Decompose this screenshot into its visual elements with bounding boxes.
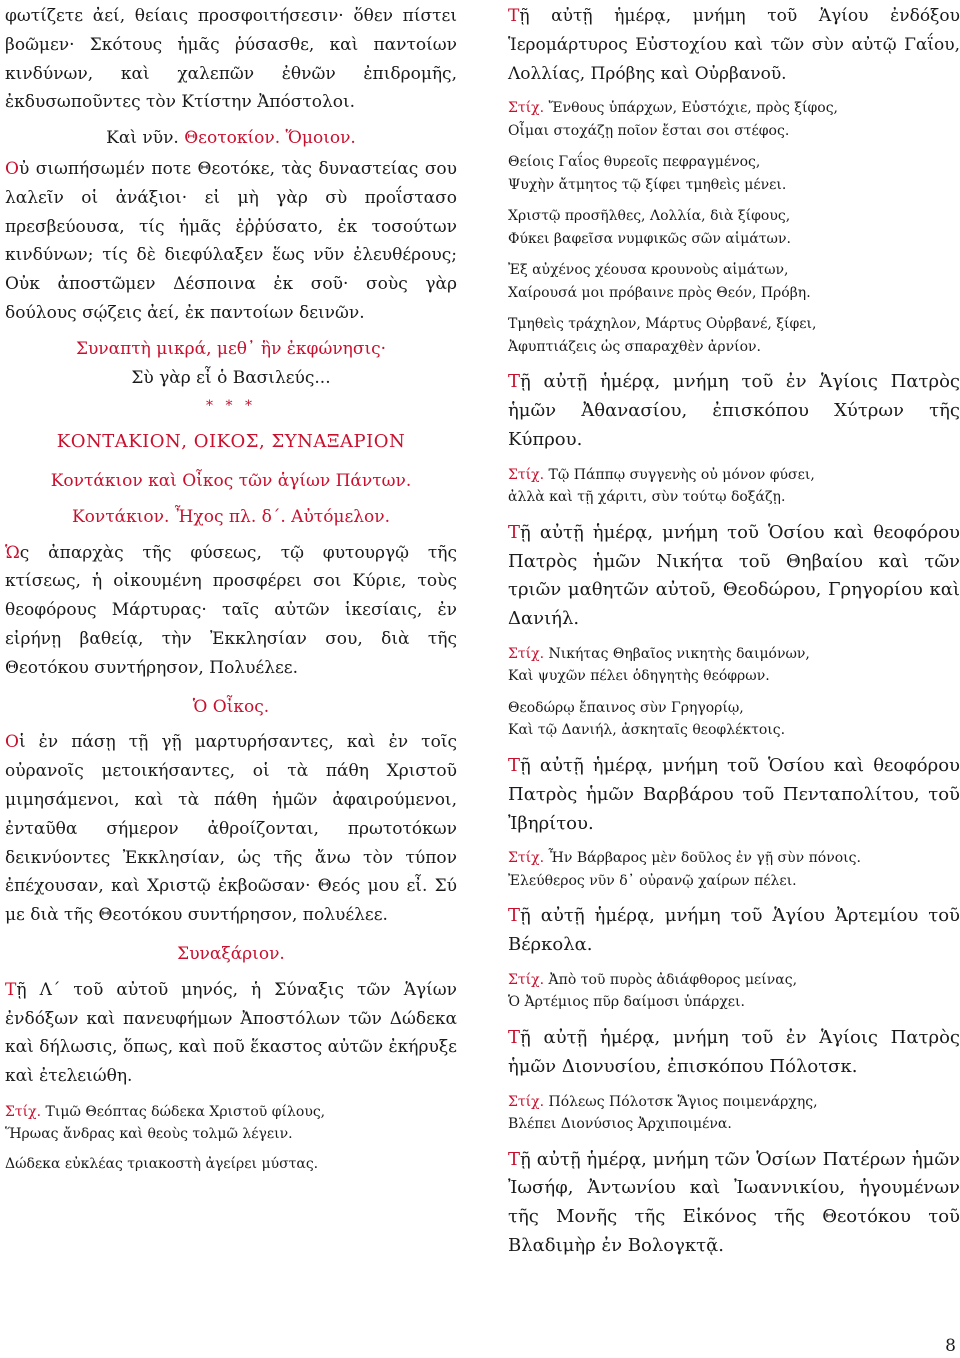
theotokion-text: ὐ σιωπήσωμέν ποτε Θεοτόκε, τὰς δυναστείας σου λαλεῖν οἱ ἀνάξιοι· εἰ μὴ γὰρ σὺ προΐστασο πρεσβεύουσα, τίς ἡμᾶς ἐῤῥύσατο, ἐκ τοσούτων κινδύνων; τίς δὲ διεφύλαξεν ἕως νῦν ἐλευθέρους; Οὐκ ἀποστῶμεν Δέσποινα ἐκ σοῦ· σοὺς γὰρ δούλους σῴζεις ἀεί, ἐκ παντοίων δεινῶν. — [5, 158, 457, 323]
drop-initial: Τ — [508, 521, 521, 543]
verse-text: Χριστῷ προσῆλθες, Λολλία, διὰ ξίφους, — [508, 208, 791, 225]
verse-line: Χαίρουσά μοι πρόβαινε πρὸς Θεόν, Πρόβη. — [508, 284, 811, 301]
verse-line: Ἐλεύθερος νῦν δ᾽ οὐρανῷ χαίρων πέλει. — [508, 872, 797, 889]
verse-line: ἀλλὰ καὶ τῇ χάριτι, σὺν τούτῳ δοξάζῃ. — [508, 489, 786, 506]
drop-initial: Ὡ — [5, 542, 20, 563]
drop-initial: Τ — [508, 1026, 521, 1048]
verse-text: Τιμῶ Θεόπτας δώδεκα Χριστοῦ φίλους, — [41, 1103, 326, 1120]
theotokion-rubric: Θεοτοκίον. Ὅμοιον. — [184, 128, 356, 149]
oikos-text: ἱ ἐν πάσῃ τῇ γῇ μαρτυρήσαντες, καὶ ἐν τοῖς οὐρανοῖς μετοικήσαντες, οἱ τὰ πάθη Χριστοῦ μιμησάμενοι, καὶ τὰ πάθη ἡμῶν ἀφαιρούμενοι, ἐνταῦθα σήμερον ἀθροίζονται, πρωτοτόκων δεικνύοντες Ἐκκλησίαν, ὡς τῆς ἄνω τὸν τύπον ἐπέχουσαν, καὶ Χριστῷ ἐκβοῶσαν· Θεός μου εἶ. Σύ με διὰ τῆς Θεοτόκου συντήρησον, πολυέλεε. — [5, 732, 457, 926]
verse-text: Νικήτας Θηβαῖος νικητὴς δαιμόνων, — [544, 645, 810, 662]
commemoration-paragraph — [508, 902, 960, 960]
oikos-paragraph — [5, 728, 457, 930]
verse-line — [508, 97, 960, 120]
drop-initial: Ο — [5, 158, 19, 179]
oikos-rubric: Ὁ Οἶκος. — [192, 696, 270, 717]
verse-line: Δώδεκα εὐκλέας τριακοστὴ ἀγείρει μύστας. — [5, 1155, 319, 1172]
subheading: Κοντάκιον καὶ Οἶκος τῶν ἁγίων Πάντων. — [50, 470, 412, 491]
synaxarion-text: ῇ Λ΄ τοῦ αὐτοῦ μηνός, ἡ Σύναξις τῶν Ἁγίων ἐνδόξων καὶ πανευφήμων Ἀποστόλων τῶν Δώδεκα καὶ δήλωσις, ὅπως, καὶ ποῦ ἕκαστος αὐτῶν ἐκήρυξε καὶ ἐτελειώθη. — [5, 979, 457, 1087]
verse-line — [508, 1091, 960, 1114]
stich-label: Στίχ. — [508, 466, 545, 483]
verse-line — [508, 847, 960, 870]
verse-line: Φύκει βαφεῖσα νυμφικῶς σῶν αἱμάτων. — [508, 230, 791, 247]
stich-label: Στίχ. — [508, 1093, 545, 1110]
kontakion-rubric: Κοντάκιον. Ἦχος πλ. δ΄. Αὐτόμελον. — [71, 506, 391, 527]
kontakion-text: ς ἀπαρχὰς τῆς φύσεως, τῷ φυτουργῷ τῆς κτίσεως, ἡ οἰκουμένη προσφέρει σοι Κύριε, τοὺς θεοφόρους Μάρτυρας· ταῖς αὐτῶν ἱκεσίαις, ἐν εἰρήνῃ βαθείᾳ, τὴν Ἐκκλησίαν σου, διὰ τῆς Θεοτόκου συντήρησον, Πολυέλεε. — [5, 542, 457, 678]
ekphonesis: Σὺ γὰρ εἶ ὁ Βασιλεύς... — [131, 367, 331, 388]
verse-line — [508, 151, 960, 174]
stich-label: Στίχ. — [508, 971, 545, 988]
separator-stars: * * * — [206, 398, 256, 415]
verse-line: Ψυχὴν ἄτμητος τῷ ξίφει τμηθεὶς μένει. — [508, 176, 787, 193]
right-column — [508, 0, 960, 1261]
commemoration-text: ῇ αὐτῇ ἡμέρᾳ, μνήμη τῶν Ὁσίων Πατέρων ἡμῶν Ἰωσήφ, Ἀντωνίου καὶ Ἰωαννικίου, ἡγουμένων τῆς Μονῆς τῆς Εἰκόνος τῆς Θεοτόκου τοῦ Βλαδιμὴρ ἐν Βολογκτᾷ. — [508, 1148, 960, 1256]
verse-line — [508, 205, 960, 228]
page-number: 8 — [945, 1336, 956, 1356]
commemoration-paragraph — [508, 752, 960, 838]
verse-text: Ἐξ αὐχένος χέουσα κρουνοὺς αἱμάτων, — [508, 262, 789, 279]
verse-text: Ἦν Βάρβαρος μὲν δοῦλος ἐν γῇ σὺν πόνοις. — [544, 850, 861, 867]
commemoration-text: ῇ αὐτῇ ἡμέρᾳ, μνήμη τοῦ Ἁγίου Ἀρτεμίου τοῦ Βέρκολα. — [508, 905, 960, 956]
drop-initial: Τ — [508, 6, 520, 26]
commemoration-text: ῇ αὐτῇ ἡμέρᾳ, μνήμη τοῦ ἐν Ἁγίοις Πατρὸς ἡμῶν Ἀθανασίου, ἐπισκόπου Χύτρων τῆς Κύπρου. — [508, 371, 960, 450]
commemoration-text: ῇ αὐτῇ ἡμέρᾳ, μνήμη τοῦ Ὁσίου καὶ θεοφόρου Πατρὸς ἡμῶν Βαρβάρου τοῦ Πενταπολίτου, τοῦ Ἰβηρίτου. — [508, 754, 960, 834]
verse-line — [508, 969, 960, 992]
drop-initial: Τ — [508, 754, 521, 776]
verse-text: Τμηθεὶς τράχηλον, Μάρτυς Οὐρβανέ, ξίφει, — [508, 316, 817, 333]
commemoration-paragraph — [508, 519, 960, 634]
commemoration-paragraph — [508, 1146, 960, 1261]
stich-label: Στίχ. — [508, 850, 545, 867]
drop-initial: Τ — [508, 371, 521, 393]
stich-label: Στίχ. — [508, 645, 545, 662]
section-heading: ΚΟΝΤΑΚΙΟΝ, ΟΙΚΟΣ, ΣΥΝΑΞΑΡΙΟΝ — [56, 431, 406, 453]
verse-text: Πόλεως Πόλοτσκ Ἅγιος ποιμενάρχης, — [544, 1093, 818, 1110]
synaxarion-paragraph — [5, 976, 457, 1091]
drop-initial: Τ — [508, 905, 521, 927]
verse-line: Ὁ Ἀρτέμιος πῦρ δαίμοσι ὑπάρχει. — [508, 994, 745, 1011]
verse-line — [508, 313, 960, 336]
synapte-rubric: Συναπτὴ μικρά, μεθ᾽ ἣν ἐκφώνησις· — [75, 338, 387, 359]
synaxarion-rubric: Συναξάριον. — [177, 943, 285, 964]
verse-line: Ἀφυπτιάζεις ὡς σπαραχθὲν ἀρνίον. — [508, 338, 761, 355]
stich-label: Στίχ. — [5, 1103, 42, 1120]
verse-line — [508, 643, 960, 666]
verse-line — [508, 697, 960, 720]
theotokion-lead: Καὶ νῦν. — [106, 128, 185, 149]
stich-label: Στίχ. — [508, 100, 545, 117]
commemoration-text: ῇ αὐτῇ ἡμέρᾳ, μνήμη τοῦ ἐν Ἁγίοις Πατρὸς ἡμῶν Διονυσίου, ἐπισκόπου Πόλοτσκ. — [508, 1026, 960, 1077]
left-column — [5, 0, 457, 1175]
verse-text: Θεοδώρῳ ἔπαινος σὺν Γρηγορίῳ, — [508, 699, 744, 716]
drop-initial: Τ — [5, 979, 17, 1000]
kontakion-paragraph — [5, 539, 457, 683]
verse-text: Ἔνθους ὑπάρχων, Εὐστόχιε, πρὸς ξίφος, — [544, 100, 838, 117]
commemoration-paragraph — [508, 368, 960, 454]
verse-line — [508, 259, 960, 282]
verse-line: Οἶμαι στοχάζῃ ποῖον ἔσται σοι στέφος. — [508, 122, 790, 139]
commemoration-paragraph — [508, 1024, 960, 1082]
theotokion-heading — [5, 124, 457, 153]
verse-line — [5, 1101, 457, 1124]
drop-initial: Τ — [508, 1148, 521, 1170]
commemoration-paragraph — [508, 2, 960, 88]
verse-line: Καὶ ψυχῶν πέλει ὁδηγητὴς θεόφρων. — [508, 668, 770, 685]
verse-text: Τῷ Πάππῳ συγγενὴς οὐ μόνον φύσει, — [544, 466, 815, 483]
verse-text: Θείοις Γαΐος θυρεοῖς πεφραγμένος, — [508, 154, 761, 171]
theotokion-paragraph — [5, 155, 457, 328]
verse-line: Ἥρωας ἄνδρας καὶ θεοὺς τολμῶ λέγειν. — [5, 1126, 293, 1143]
commemoration-text: ῇ αὐτῇ ἡμέρᾳ, μνήμη τοῦ Ἁγίου ἐνδόξου Ἱερομάρτυρος Εὐστοχίου καὶ τῶν σὺν αὐτῷ Γαΐου, Λολλίας, Πρόβης καὶ Οὐρβανοῦ. — [508, 6, 960, 84]
verse-line — [508, 464, 960, 487]
intro-paragraph: φωτίζετε ἀεί, θείαις προσφοιτήσεσιν· ὅθεν πίστει βοῶμεν· Σκότους ἡμᾶς ῥύσασθε, καὶ παντοίων κινδύνων, καὶ χαλεπῶν ἐθνῶν ἐπιδρομῆς, ἐκδυσωποῦντες τὸν Κτίστην Ἀπόστολοι. — [5, 6, 457, 113]
verse-line: Καὶ τῷ Δανιήλ, ἀσκηταῖς θεοφλέκτοις. — [508, 722, 786, 739]
verse-text: Ἀπὸ τοῦ πυρὸς ἀδιάφθορος μείνας, — [544, 971, 798, 988]
drop-initial: Ο — [5, 732, 19, 753]
commemoration-text: ῇ αὐτῇ ἡμέρᾳ, μνήμη τοῦ Ὁσίου καὶ θεοφόρου Πατρὸς ἡμῶν Νικήτα τοῦ Θηβαίου καὶ τῶν τριῶν μαθητῶν αὐτοῦ, Θεοδώρου, Γρηγορίου καὶ Δανιήλ. — [508, 521, 960, 630]
verse-line: Βλέπει Διονύσιος Ἀρχιποιμένα. — [508, 1116, 732, 1133]
